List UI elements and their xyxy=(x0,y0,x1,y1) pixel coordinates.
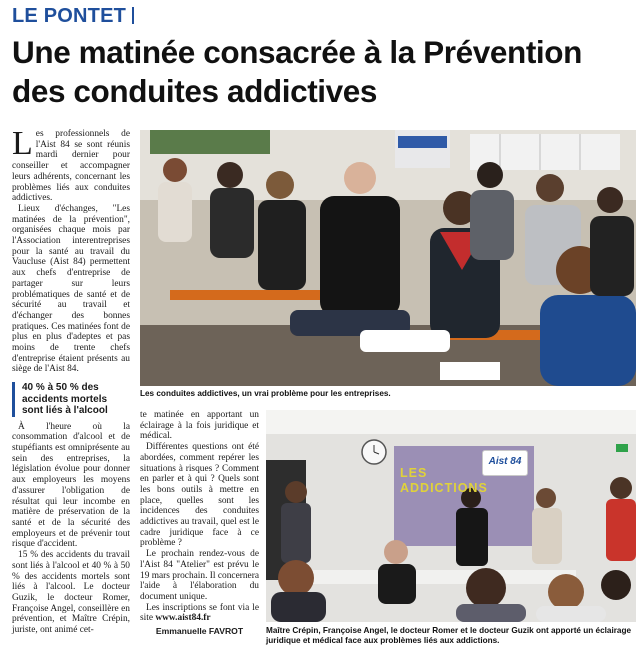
lead-text: es professionnels de l'Aist 84 se sont réunis mardi dernier pour conseiller et accompagner leurs adhérents, concernant les problèmes liés aux conduites addictives. xyxy=(12,129,130,204)
article-headline: Une matinée consacrée à la Prévention des conduites addictives xyxy=(12,34,582,109)
body-paragraph: Différentes questions ont été abordées, comment repérer les situations à risques ? Comment en parler et à qui ? Quels sont les bons outils à mettre en place, quelles sont les incidences des conduites addictives au travail, quel est le cadre juridique face à ce problème ? xyxy=(140,442,259,549)
slide-title: LES ADDICTIONS xyxy=(400,466,488,495)
speakers-photo xyxy=(266,410,636,622)
article-column-2 xyxy=(140,410,259,637)
registration-text: Les inscriptions se font via le site xyxy=(140,602,259,624)
audience-photo-image xyxy=(140,130,636,386)
article-subhead: 40 % à 50 % des accidents mortels sont liés à l'alcool xyxy=(12,382,130,417)
body-paragraph xyxy=(140,603,259,624)
author-signature: Emmanuelle FAVROT xyxy=(155,626,244,637)
audience-photo xyxy=(140,130,636,386)
speakers-photo-caption: Maître Crépin, Françoise Angel, le docteur Romer et le docteur Guzik ont apporté un éclairage juridique et médical face aux problèmes liés aux addictions. xyxy=(266,626,632,645)
body-paragraph: 15 % des accidents du travail sont liés à l'alcool et 40 % à 50 % des accidents mortels sont liés à l'alcool. Le docteur Guzik, le docteur Romer, Françoise Angel, conseillère en prévention, et Maître Crépin, juriste, ont animé cet- xyxy=(12,550,130,636)
lead-paragraph xyxy=(12,125,130,204)
body-paragraph: te matinée en apportant un éclairage à la fois juridique et médical. xyxy=(140,410,259,442)
website-link[interactable]: www.aist84.fr xyxy=(155,613,211,624)
drop-cap: L xyxy=(12,125,33,162)
aist-logo: Aist 84 xyxy=(482,450,528,476)
body-paragraph: Le prochain rendez-vous de l'Aist 84 "Atelier" est prévu le 19 mars prochain. Il concernera l'aide à l'élaboration du document unique. xyxy=(140,549,259,602)
rubric-divider xyxy=(132,7,134,24)
article-column-1 xyxy=(12,125,130,636)
body-paragraph: À l'heure où la consommation d'alcool et de stupéfiants est omniprésente au sein des entreprises, la législation évolue pour donner aux employeurs les moyens d'assurer l'obligation de résultat qui leur incombe en matière de préservation de la santé et de la sécurité des employeurs et de prévenir tout risque d'accident. xyxy=(12,421,130,550)
audience-photo-caption: Les conduites addictives, un vrai problème pour les entreprises. xyxy=(140,389,391,398)
rubric-label: LE PONTET xyxy=(12,5,127,27)
section-rubric xyxy=(12,5,134,28)
body-paragraph: Lieux d'échanges, "Les matinées de la prévention", organisées chaque mois par l'Association interentreprises pour la santé au travail du Vaucluse (Aist 84) permettent aux chefs d'entreprise de partager sur leurs problématiques de santé et de sécurité au travail et d'échanger des bonnes pratiques. Ces matinées font de plus en plus d'adeptes et pas moins de trente chefs d'entreprise étaient présents au siège de l'Aist 84. xyxy=(12,203,130,375)
speakers-photo-image xyxy=(266,410,636,622)
